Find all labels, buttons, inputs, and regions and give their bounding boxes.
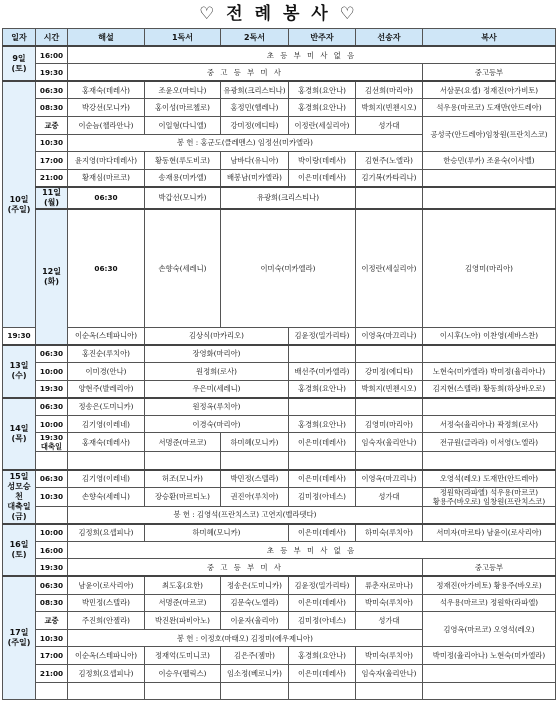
server-cell: 중고등부 [423, 64, 556, 82]
column-header: 일자 [3, 29, 36, 47]
table-row [3, 169, 556, 187]
time-cell: 16:00 [36, 541, 68, 559]
reading-cell: 이미숙(미카엘라) [221, 209, 356, 328]
organist-cell: 이은미(데레사) [289, 470, 356, 488]
time-cell: 21:00 [36, 664, 68, 682]
organist-cell: 홍경희(요안나) [289, 415, 356, 433]
table-row [3, 81, 556, 99]
reading1-cell: 이승우(펠릭스) [145, 664, 221, 682]
commentary-cell: 박민정(스텔라) [68, 594, 145, 612]
cantor-cell: 강미정(에디타) [356, 363, 423, 381]
organist-cell [289, 398, 356, 416]
reading2-cell: 홍정민(헬레나) [221, 99, 289, 117]
organist-cell: 홍경희(요안나) [289, 81, 356, 99]
column-header: 반주자 [289, 29, 356, 47]
server-cell [423, 452, 556, 470]
table-row [3, 594, 556, 612]
mass-note: 중 고 등 부 미 사 [68, 559, 423, 577]
table-row [3, 487, 556, 506]
offering-note: 봉 헌 : 홍군도(클레멘스) 임정선(미카엘라) [68, 134, 423, 152]
organist-cell: 이은미(데레사) [289, 524, 356, 542]
time-cell: 10:00 [36, 415, 68, 433]
commentary-cell: 김기영(이레네) [68, 415, 145, 433]
table-row [3, 345, 556, 363]
table-row [3, 99, 556, 117]
cantor-cell: 성가대 [356, 487, 423, 506]
commentary-cell: 이미경(안나) [68, 363, 145, 381]
server-cell: 공성국(안드레아)임창원(프란치스코) [423, 116, 556, 151]
cantor-cell: 성가대 [356, 116, 423, 134]
table-row [3, 576, 556, 594]
time-cell: 08:30 [36, 594, 68, 612]
cantor-cell: 박희지(빈첸시오) [356, 380, 423, 398]
organist-cell: 이은미(데레사) [289, 664, 356, 682]
cantor-cell: 김선희(마리아) [356, 81, 423, 99]
server-cell: 석우용(마르코) 도재만(안드레아) [423, 99, 556, 117]
commentary-cell: 박강선(모니카) [68, 99, 145, 117]
reading2-cell [221, 452, 289, 470]
time-cell: 10:30 [36, 134, 68, 152]
server-cell: 박미정(율리아나) 노현숙(미카엘라) [423, 647, 556, 665]
table-row [3, 682, 556, 700]
reading2-cell: 박민정(스텔라) [221, 470, 289, 488]
time-cell: 교중 [36, 116, 68, 134]
time-cell: 19:30 [36, 64, 68, 82]
reading1-cell: 조윤오(마티나) [145, 81, 221, 99]
cantor-cell: 류춘자(로마나) [356, 576, 423, 594]
server-cell: 김영옥(마르코) 오영석(레오) [423, 612, 556, 647]
table-row [3, 64, 556, 82]
server-cell: 김지현(스텔라) 황동희(하상바오로) [423, 380, 556, 398]
day-cell: 12일 (화) [36, 209, 68, 345]
mass-note: 중 고 등 부 미 사 [68, 64, 423, 82]
commentary-cell: 김기영(이레네) [68, 470, 145, 488]
reading2-cell: 임소정(베로니카) [221, 664, 289, 682]
time-cell: 17:00 [36, 647, 68, 665]
table-row [3, 612, 556, 630]
reading1-cell: 정재억(도미니코) [145, 647, 221, 665]
reading2-cell: 배봉남(미카엘라) [221, 169, 289, 187]
server-cell: 정원학(라파엘) 석우용(마르코) 황용주(바오로) 임창원(프란치스코) [423, 487, 556, 506]
organist-cell: 김미정(아네스) [289, 487, 356, 506]
cantor-cell: 임숙자(율리안나) [356, 664, 423, 682]
schedule-table [2, 28, 556, 700]
day-cell: 15일 성모승천 대축일 (금) [3, 470, 36, 524]
organist-cell: 홍경희(요안나) [289, 380, 356, 398]
organist-cell: 이은미(데레사) [289, 169, 356, 187]
cantor-cell: 박희지(빈첸시오) [356, 99, 423, 117]
time-cell: 06:30 [36, 576, 68, 594]
commentary-cell: 정송은(도미니카) [68, 398, 145, 416]
column-header: 1독서 [145, 29, 221, 47]
reading2-cell: 하미혜(모니카) [221, 433, 289, 452]
cantor-cell [356, 452, 423, 470]
server-cell [423, 506, 556, 524]
time-cell: 교중 [36, 612, 68, 630]
reading2-cell: 권진아(루치아) [221, 487, 289, 506]
time-cell: 17:00 [36, 152, 68, 170]
time-cell [36, 452, 68, 470]
reading1-cell: 박진완(파비아노) [145, 612, 221, 630]
organist-cell: 이은미(데레사) [289, 594, 356, 612]
reading1-cell: 서명준(마르코) [145, 433, 221, 452]
reading-cell: 원정희(로사) [145, 363, 289, 381]
organist-cell: 이정란(세실리아) [289, 116, 356, 134]
reading-cell: 원정옥(루치아) [145, 398, 289, 416]
commentary-cell: 김정희(요셉피나) [68, 524, 145, 542]
time-cell: 19:30 [36, 380, 68, 398]
reading2-cell: 강미정(에디타) [221, 116, 289, 134]
mass-note: 초 등 부 미 사 없 음 [68, 46, 556, 64]
table-row [3, 452, 556, 470]
table-row [3, 327, 556, 345]
reading1-cell: 장승환(마르티노) [145, 487, 221, 506]
table-row [3, 152, 556, 170]
time-cell: 06:30 [68, 209, 145, 328]
table-row [3, 398, 556, 416]
server-cell [423, 345, 556, 363]
server-cell: 노현숙(미카엘라) 박미정(율리아나) [423, 363, 556, 381]
time-cell [36, 506, 68, 524]
time-cell: 16:00 [36, 46, 68, 64]
organist-cell [289, 345, 356, 363]
server-cell: 서정숙(율리아나) 곽정희(로사) [423, 415, 556, 433]
organist-cell: 홍경희(요안나) [289, 99, 356, 117]
server-cell [423, 398, 556, 416]
day-cell: 10일 (주일) [3, 81, 36, 327]
time-cell: 10:00 [36, 524, 68, 542]
server-cell: 석우용(마르코) 정원학(라파엘) [423, 594, 556, 612]
column-header: 2독서 [221, 29, 289, 47]
reading2-cell: 정송은(도미니카) [221, 576, 289, 594]
cantor-cell: 김영미(마리아) [356, 415, 423, 433]
reading1-cell [145, 452, 221, 470]
time-cell: 06:30 [36, 470, 68, 488]
commentary-cell: 이순옥(스테파니아) [68, 647, 145, 665]
cantor-cell: 성가대 [356, 612, 423, 630]
header-row [3, 29, 556, 47]
reading-cell: 우은미(세레니) [145, 380, 289, 398]
mass-note: 초 등 부 미 사 없 음 [68, 541, 556, 559]
day-cell: 9일 (토) [3, 46, 36, 81]
reading2-cell [221, 682, 289, 700]
cantor-cell [356, 398, 423, 416]
table-row [3, 524, 556, 542]
organist-cell [289, 682, 356, 700]
reading1-cell: 송재용(미카엘) [145, 169, 221, 187]
server-cell: 이시후(노아) 이찬영(세바스찬) [423, 327, 556, 345]
organist-cell: 박이랑(데레사) [289, 152, 356, 170]
organist-cell: 김미정(아네스) [289, 612, 356, 630]
table-row [3, 209, 556, 328]
time-cell: 10:30 [36, 629, 68, 647]
column-header: 복사 [423, 29, 556, 47]
reading2-cell: 김문숙(노엘라) [221, 594, 289, 612]
column-header: 시간 [36, 29, 68, 47]
cantor-cell: 박미숙(루치아) [356, 594, 423, 612]
server-cell [423, 169, 556, 187]
server-cell: 전규원(글라라) 이서영(노엘라) [423, 433, 556, 452]
cantor-cell: 박미숙(루치아) [356, 647, 423, 665]
cantor-cell [423, 187, 556, 209]
reading1-cell: 최도홍(요한) [145, 576, 221, 594]
commentary-cell: 홍재숙(데레사) [68, 433, 145, 452]
table-row [3, 380, 556, 398]
commentary-cell: 이순늠(첼라안나) [68, 116, 145, 134]
reading-cell: 김상식(마카리오) [145, 327, 289, 345]
reading2-cell: 이윤자(율리아) [221, 612, 289, 630]
reading-cell: 이경숙(마리아) [145, 415, 289, 433]
table-row [3, 116, 556, 134]
cantor-cell: 김현주(노엘라) [356, 152, 423, 170]
time-cell: 10:00 [36, 363, 68, 381]
reading2-cell: 남바다(유니아) [221, 152, 289, 170]
commentary-cell: 손향숙(세레니) [68, 487, 145, 506]
cantor-cell: 임숙자(율리안나) [356, 433, 423, 452]
table-row [3, 415, 556, 433]
time-cell: 10:30 [36, 487, 68, 506]
organist-cell: 이정란(세실리아) [356, 209, 423, 328]
table-row [3, 433, 556, 452]
commentary-cell [68, 682, 145, 700]
offering-note: 봉 헌 : 김영석(프란치스코) 고연지(벨라뎃다) [68, 506, 423, 524]
column-header: 선송자 [356, 29, 423, 47]
reading1-cell [145, 682, 221, 700]
reading2-cell: 김은주(젬마) [221, 647, 289, 665]
reading1-cell: 황동현(루도비코) [145, 152, 221, 170]
time-cell: 06:30 [68, 187, 145, 209]
reading1-cell: 서명준(마르코) [145, 594, 221, 612]
cantor-cell: 이영옥(마끄리나) [356, 470, 423, 488]
cantor-cell: 이영옥(마끄리나) [356, 327, 423, 345]
reading1-cell: 홍이성(마르첼로) [145, 99, 221, 117]
reading-cell: 하미혜(모니카) [145, 524, 289, 542]
page-title: ♡ 전 례 봉 사 ♡ [199, 4, 358, 24]
commentary-cell: 황재심(마르코) [68, 169, 145, 187]
commentary-cell: 홍재숙(데레사) [68, 81, 145, 99]
time-cell: 08:30 [36, 99, 68, 117]
organist-cell: 김윤정(밀가리타) [289, 327, 356, 345]
cantor-cell: 김기복(카타리나) [356, 169, 423, 187]
time-cell: 06:30 [36, 398, 68, 416]
cantor-cell: 김영미(마리아) [423, 209, 556, 328]
day-cell: 17일 (주일) [3, 576, 36, 699]
server-cell: 정재진(아가비토) 황용주(바오로) [423, 576, 556, 594]
time-cell: 21:00 [36, 169, 68, 187]
reading-cell: 장영화(마리아) [145, 345, 289, 363]
commentary-cell: 박갑선(모니카) [145, 187, 221, 209]
commentary-cell: 홍진순(루치아) [68, 345, 145, 363]
table-row [3, 541, 556, 559]
table-row [3, 647, 556, 665]
server-cell [423, 664, 556, 682]
cantor-cell: 하미숙(루치아) [356, 524, 423, 542]
commentary-cell: 양현주(발레리아) [68, 380, 145, 398]
table-row [3, 470, 556, 488]
table-row [3, 187, 556, 209]
server-cell: 중고등부 [423, 559, 556, 577]
time-cell: 06:30 [36, 345, 68, 363]
server-cell: 한승민(루카) 조윤숙(이사벨) [423, 152, 556, 170]
organist-cell: 배선주(미카엘라) [289, 363, 356, 381]
time-cell: 19:30 [3, 327, 36, 345]
server-cell: 서삼문(요셉) 정재진(아가비토) [423, 81, 556, 99]
table-row [3, 363, 556, 381]
organist-cell [289, 452, 356, 470]
cantor-cell [356, 682, 423, 700]
server-cell: 서미자(마르타) 남윤이(로사리아) [423, 524, 556, 542]
commentary-cell: 윤지영(마다데레사) [68, 152, 145, 170]
commentary-cell [68, 452, 145, 470]
reading-cell: 유광희(크리스티나) [221, 187, 356, 209]
day-cell: 13일 (수) [3, 345, 36, 398]
offering-note: 봉 헌 : 이정호(마태오) 김정미(에우제니아) [68, 629, 423, 647]
commentary-cell: 주진희(안젤라) [68, 612, 145, 630]
commentary-cell: 손향숙(세레니) [145, 209, 221, 328]
day-cell: 14일 (목) [3, 398, 36, 470]
cantor-cell [356, 345, 423, 363]
table-row [3, 506, 556, 524]
organist-cell [356, 187, 423, 209]
table-row [3, 664, 556, 682]
reading2-cell: 유광희(크리스티나) [221, 81, 289, 99]
organist-cell: 홍경희(요안나) [289, 647, 356, 665]
table-row [3, 46, 556, 64]
time-cell [36, 682, 68, 700]
table-row [3, 559, 556, 577]
organist-cell: 김윤정(밀가리타) [289, 576, 356, 594]
time-cell: 06:30 [36, 81, 68, 99]
time-cell: 19:30 대축일 [36, 433, 68, 452]
commentary-cell: 남윤이(로사리아) [68, 576, 145, 594]
day-cell: 16일 (토) [3, 524, 36, 577]
column-header: 해설 [68, 29, 145, 47]
server-cell [423, 682, 556, 700]
server-cell: 오영석(레오) 도재만(안드레아) [423, 470, 556, 488]
reading1-cell: 허조(모니카) [145, 470, 221, 488]
reading1-cell: 이일형(다니엘) [145, 116, 221, 134]
organist-cell: 이은미(데레사) [289, 433, 356, 452]
commentary-cell: 김정희(요셉피나) [68, 664, 145, 682]
commentary-cell: 이순옥(스테파니아) [68, 327, 145, 345]
day-cell: 11일 (월) [36, 187, 68, 209]
time-cell: 19:30 [36, 559, 68, 577]
